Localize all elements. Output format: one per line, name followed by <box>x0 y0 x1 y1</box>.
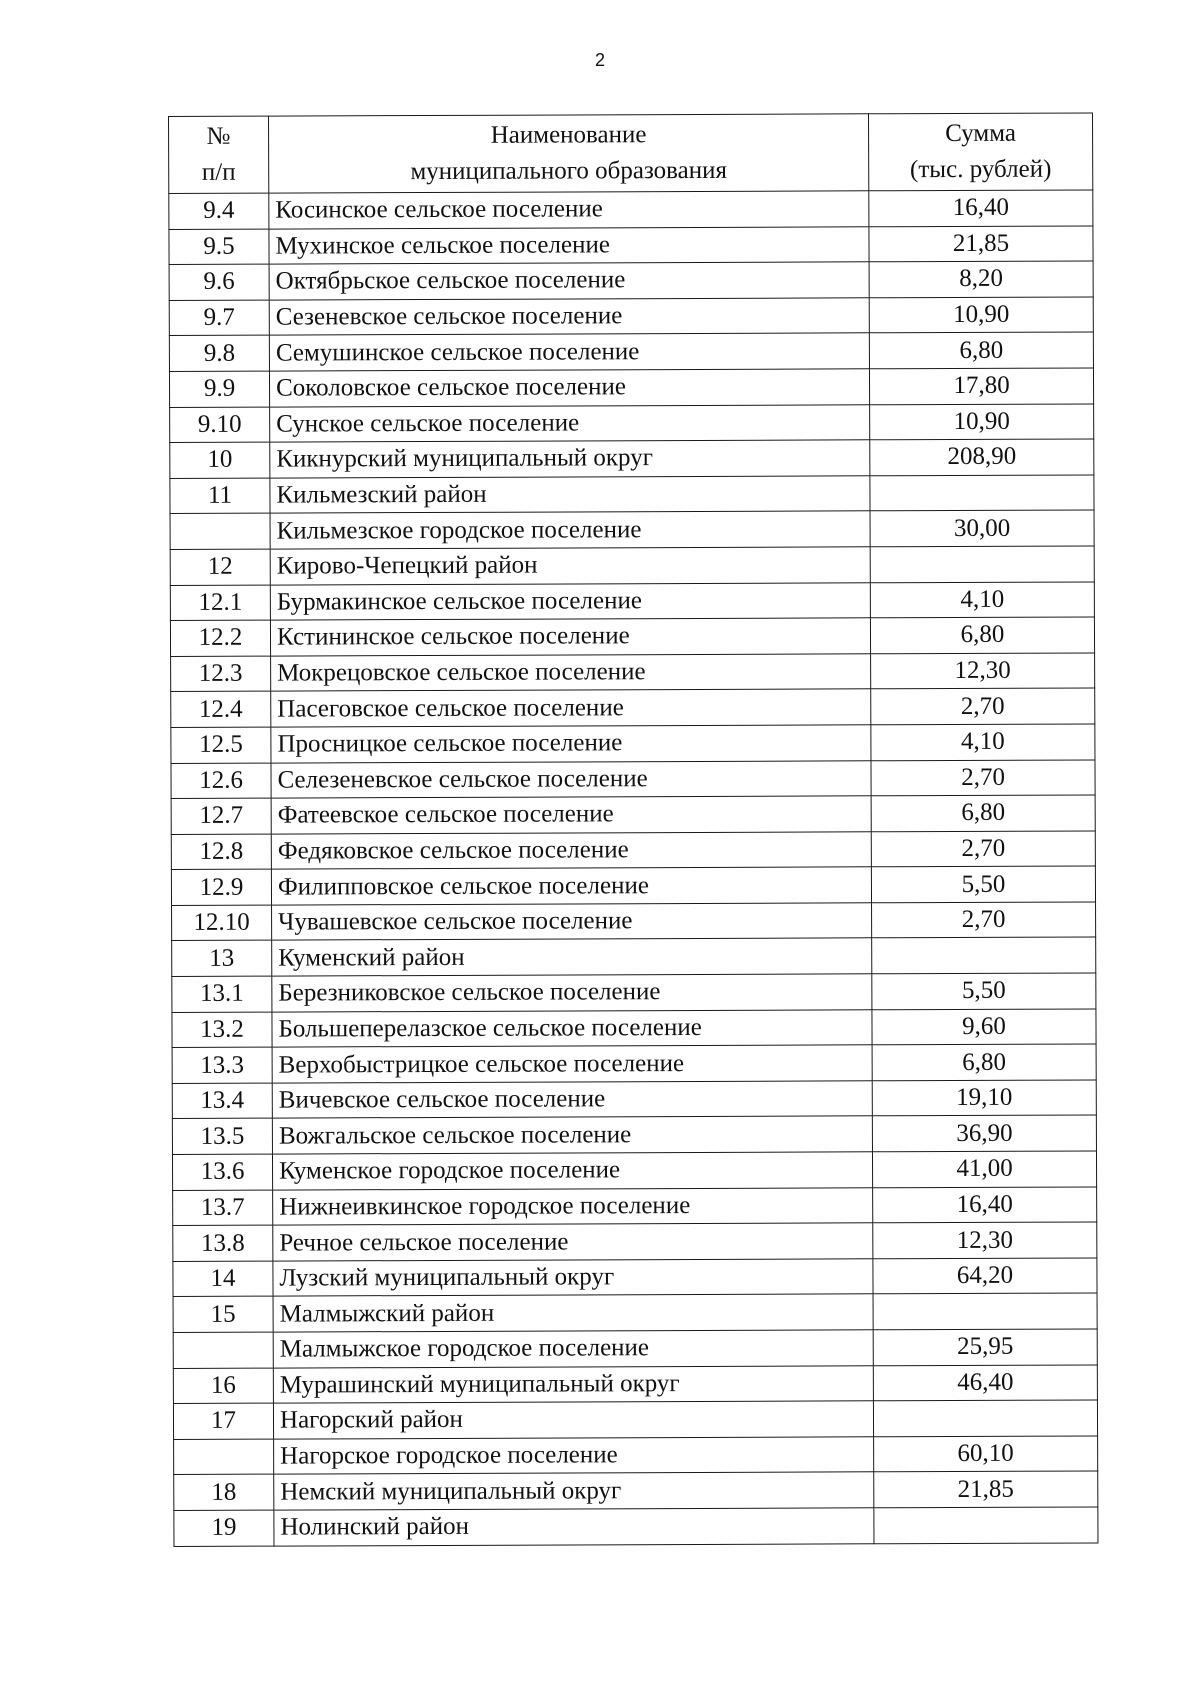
row-number-cell: 12.4 <box>171 691 271 727</box>
table-row <box>170 475 1094 514</box>
header-num-line-1: № <box>206 122 231 150</box>
row-number-cell: 13.4 <box>172 1083 272 1119</box>
row-number-cell: 12.7 <box>171 798 271 834</box>
municipality-name-cell: Кикнурский муниципальный округ <box>270 440 870 478</box>
table-row <box>171 831 1095 870</box>
table-row <box>174 1507 1098 1546</box>
table-row <box>173 1258 1097 1297</box>
amount-cell: 2,70 <box>871 831 1095 867</box>
amount-cell: 12,30 <box>873 1222 1097 1258</box>
header-sum <box>868 113 1092 191</box>
amount-cell: 8,20 <box>869 261 1093 297</box>
table-row <box>173 1365 1097 1404</box>
table-row <box>172 1115 1096 1154</box>
row-number-cell: 9.10 <box>170 407 270 443</box>
table-row <box>169 261 1093 300</box>
table-row <box>170 510 1094 549</box>
table-row <box>169 297 1093 336</box>
row-number-cell: 9.8 <box>169 335 269 371</box>
table-row <box>170 439 1094 478</box>
amount-cell: 4,10 <box>870 581 1094 617</box>
municipality-name-cell: Вожгальское сельское поселение <box>272 1116 872 1154</box>
table-row <box>172 1009 1096 1048</box>
row-number-cell: 9.7 <box>169 300 269 336</box>
municipality-name-cell: Нижнеивкинское городское поселение <box>273 1187 873 1225</box>
row-number-cell: 12.1 <box>170 585 270 621</box>
row-number-cell: 9.6 <box>169 264 269 300</box>
amount-cell: 36,90 <box>872 1115 1096 1151</box>
municipality-name-cell: Мурашинский муниципальный округ <box>273 1365 873 1403</box>
municipality-name-cell: Малмыжское городское поселение <box>273 1330 873 1368</box>
amount-cell: 208,90 <box>870 439 1094 475</box>
amount-cell: 2,70 <box>871 759 1095 795</box>
amount-cell: 6,80 <box>870 617 1094 653</box>
municipality-name-cell: Немский муниципальный округ <box>274 1472 874 1510</box>
amount-cell: 5,50 <box>871 866 1095 902</box>
row-number-cell: 16 <box>173 1368 273 1404</box>
amount-cell: 25,95 <box>873 1329 1097 1365</box>
row-number-cell: 9.4 <box>169 193 269 229</box>
municipality-name-cell: Кстининское сельское поселение <box>270 618 870 656</box>
amount-cell <box>873 1293 1097 1329</box>
amount-cell: 21,85 <box>869 226 1093 262</box>
amount-cell: 5,50 <box>872 973 1096 1009</box>
municipality-name-cell: Кильмезский район <box>270 476 870 514</box>
row-number-cell: 15 <box>173 1297 273 1333</box>
municipality-name-cell: Верхобыстрицкое сельское поселение <box>272 1045 872 1083</box>
table-body <box>169 190 1098 1546</box>
table-row <box>170 581 1094 620</box>
row-number-cell: 13 <box>172 941 272 977</box>
row-number-cell: 9.9 <box>169 371 269 407</box>
table-row <box>170 546 1094 585</box>
table-row <box>171 795 1095 834</box>
amount-cell: 4,10 <box>871 724 1095 760</box>
amount-cell: 10,90 <box>870 404 1094 440</box>
table-row <box>172 1044 1096 1083</box>
municipality-name-cell: Фатеевское сельское поселение <box>271 796 871 834</box>
municipality-name-cell: Нагорский район <box>273 1401 873 1439</box>
municipality-name-cell: Нолинский район <box>274 1508 874 1546</box>
municipality-name-cell: Косинское сельское поселение <box>269 191 869 229</box>
table-row <box>173 1187 1097 1226</box>
amount-cell: 41,00 <box>872 1151 1096 1187</box>
amount-cell <box>870 546 1094 582</box>
table-row <box>173 1293 1097 1332</box>
amount-cell <box>872 937 1096 973</box>
municipality-name-cell: Куменский район <box>272 938 872 976</box>
amount-cell: 2,70 <box>871 688 1095 724</box>
amount-cell: 6,80 <box>869 332 1093 368</box>
row-number-cell: 13.7 <box>173 1190 273 1226</box>
row-number-cell: 13.2 <box>172 1012 272 1048</box>
municipality-name-cell: Кильмезское городское поселение <box>270 511 870 549</box>
municipality-name-cell: Малмыжский район <box>273 1294 873 1332</box>
amount-cell: 2,70 <box>872 902 1096 938</box>
table-row <box>172 973 1096 1012</box>
table-row <box>172 1151 1096 1190</box>
amount-cell: 21,85 <box>874 1471 1098 1507</box>
municipality-name-cell: Березниковское сельское поселение <box>272 974 872 1012</box>
municipality-name-cell: Сезеневское сельское поселение <box>269 298 869 336</box>
row-number-cell: 12.2 <box>170 620 270 656</box>
row-number-cell: 12 <box>170 549 270 585</box>
table-row <box>171 759 1095 798</box>
amount-cell: 30,00 <box>870 510 1094 546</box>
amount-cell: 6,80 <box>871 795 1095 831</box>
row-number-cell: 14 <box>173 1261 273 1297</box>
table-row <box>173 1400 1097 1439</box>
municipality-name-cell: Чувашевское сельское поселение <box>272 903 872 941</box>
row-number-cell <box>174 1439 274 1475</box>
table-row <box>169 226 1093 265</box>
municipality-name-cell: Речное сельское поселение <box>273 1223 873 1261</box>
row-number-cell: 13.1 <box>172 976 272 1012</box>
header-name-line-1: Наименование <box>490 121 647 149</box>
row-number-cell <box>170 513 270 549</box>
header-sum-line-2: (тыс. рублей) <box>909 155 1052 184</box>
amount-cell: 9,60 <box>872 1009 1096 1045</box>
table-row <box>172 937 1096 976</box>
table-row <box>173 1222 1097 1261</box>
row-number-cell <box>173 1332 273 1368</box>
header-name-line-2: муниципального образования <box>410 156 728 186</box>
municipality-name-cell: Федяковское сельское поселение <box>271 831 871 869</box>
row-number-cell: 12.3 <box>171 656 271 692</box>
row-number-cell: 11 <box>170 478 270 514</box>
amount-cell: 64,20 <box>873 1258 1097 1294</box>
municipality-name-cell: Бурмакинское сельское поселение <box>270 582 870 620</box>
amount-cell: 12,30 <box>871 653 1095 689</box>
municipality-name-cell: Пасеговское сельское поселение <box>271 689 871 727</box>
row-number-cell: 17 <box>173 1403 273 1439</box>
municipality-name-cell: Сунское сельское поселение <box>270 404 870 442</box>
table-row <box>171 688 1095 727</box>
table-row <box>169 368 1093 407</box>
municipality-name-cell: Куменское городское поселение <box>272 1152 872 1190</box>
page-number: 2 <box>594 50 605 70</box>
municipality-name-cell: Мокрецовское сельское поселение <box>271 654 871 692</box>
row-number-cell: 9.5 <box>169 229 269 265</box>
amount-cell <box>873 1400 1097 1436</box>
amount-cell <box>870 475 1094 511</box>
table-row <box>170 617 1094 656</box>
table-header-row <box>169 113 1093 194</box>
amount-cell: 10,90 <box>869 297 1093 333</box>
row-number-cell: 12.6 <box>171 763 271 799</box>
table-row <box>172 1080 1096 1119</box>
allocation-table <box>168 112 1098 1546</box>
municipality-name-cell: Филипповское сельское поселение <box>271 867 871 905</box>
header-num-line-2: п/п <box>201 158 236 186</box>
table-row <box>170 404 1094 443</box>
municipality-name-cell: Октябрьское сельское поселение <box>269 262 869 300</box>
amount-cell: 6,80 <box>872 1044 1096 1080</box>
row-number-cell: 18 <box>174 1474 274 1510</box>
amount-cell <box>874 1507 1098 1543</box>
row-number-cell: 12.8 <box>171 834 271 870</box>
row-number-cell: 12.5 <box>171 727 271 763</box>
municipality-name-cell: Мухинское сельское поселение <box>269 226 869 264</box>
amount-cell: 16,40 <box>873 1187 1097 1223</box>
municipality-name-cell: Просницкое сельское поселение <box>271 725 871 763</box>
table-row <box>172 902 1096 941</box>
row-number-cell: 12.10 <box>172 905 272 941</box>
table-row <box>169 190 1093 229</box>
table-row <box>171 724 1095 763</box>
header-num <box>169 116 269 193</box>
row-number-cell: 13.8 <box>173 1225 273 1261</box>
amount-cell: 19,10 <box>872 1080 1096 1116</box>
row-number-cell: 10 <box>170 442 270 478</box>
municipality-name-cell: Нагорское городское поселение <box>274 1437 874 1475</box>
amount-cell: 46,40 <box>873 1365 1097 1401</box>
table-row <box>169 332 1093 371</box>
table-row <box>174 1436 1098 1475</box>
amount-cell: 60,10 <box>874 1436 1098 1472</box>
row-number-cell: 12.9 <box>171 869 271 905</box>
table-row <box>171 653 1095 692</box>
amount-cell: 17,80 <box>869 368 1093 404</box>
municipality-name-cell: Соколовское сельское поселение <box>269 369 869 407</box>
table-row <box>171 866 1095 905</box>
municipality-name-cell: Селезеневское сельское поселение <box>271 760 871 798</box>
municipality-name-cell: Лузский муниципальный округ <box>273 1259 873 1297</box>
header-sum-line-1: Сумма <box>945 119 1017 148</box>
header-name <box>269 114 869 193</box>
municipality-name-cell: Большеперелазское сельское поселение <box>272 1009 872 1047</box>
municipality-name-cell: Семушинское сельское поселение <box>269 333 869 371</box>
table-row <box>174 1471 1098 1510</box>
municipality-name-cell: Вичевское сельское поселение <box>272 1081 872 1119</box>
row-number-cell: 19 <box>174 1510 274 1546</box>
amount-cell: 16,40 <box>869 190 1093 226</box>
row-number-cell: 13.6 <box>172 1154 272 1190</box>
municipality-name-cell: Кирово-Чепецкий район <box>270 547 870 585</box>
table-row <box>173 1329 1097 1368</box>
row-number-cell: 13.5 <box>172 1119 272 1155</box>
row-number-cell: 13.3 <box>172 1047 272 1083</box>
